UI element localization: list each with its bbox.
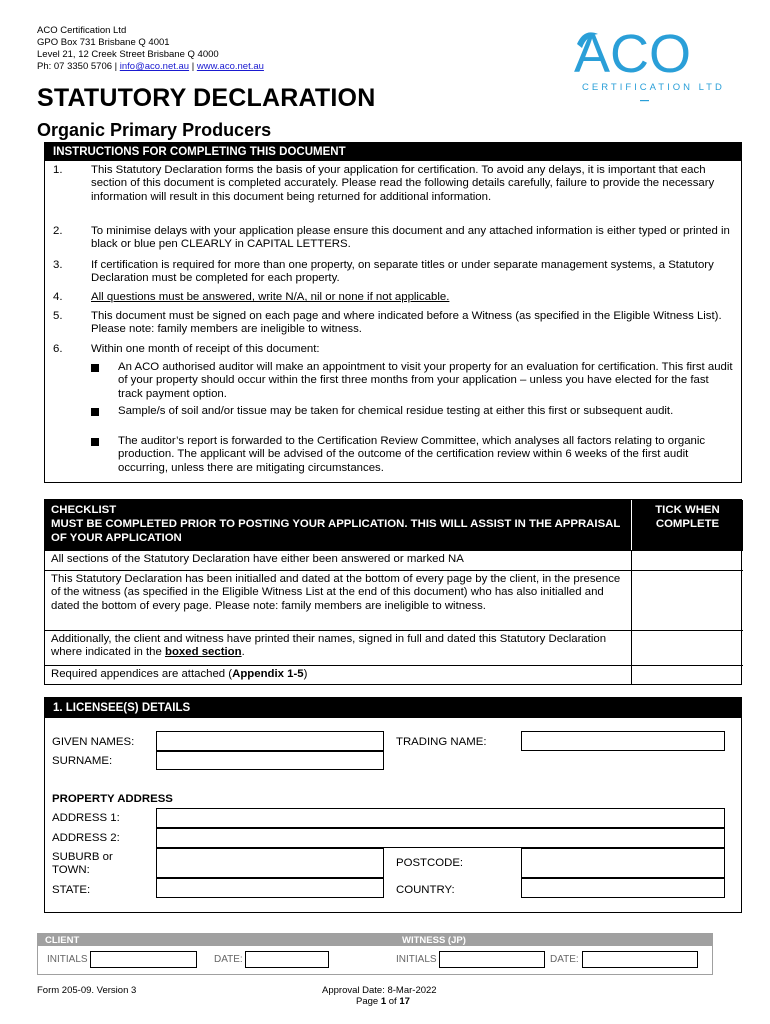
tick-box[interactable]	[631, 570, 743, 630]
suburb-label: SUBURB or TOWN:	[52, 851, 113, 876]
instructions-header: INSTRUCTIONS FOR COMPLETING THIS DOCUMENT	[45, 143, 741, 161]
checklist-row: Additionally, the client and witness have printed their names, signed in full and dated this Statutory Declaration where indicated in the boxed section.	[45, 630, 631, 665]
org-contact	[37, 61, 264, 73]
suburb-input[interactable]	[156, 848, 384, 878]
checklist-row: This Statutory Declaration has been initialled and dated at the bottom of every page by the client, in the presence of the witness (as specified in the Eligible Witness List at the end of this document) who has also initialled and dated the bottom of every page. Please note: family members are ineligible to witness.	[45, 570, 631, 630]
country-input[interactable]	[521, 878, 725, 898]
website-link[interactable]: www.aco.net.au	[196, 61, 264, 72]
checklist-title: CHECKLIST	[51, 504, 117, 516]
org-phone: Ph: 07 3350 5706 |	[37, 61, 120, 72]
item-text: If certification is required for more than one property, on separate titles or under separate management systems, a Statutory Declaration must be completed for each property.	[91, 259, 714, 285]
page-title: STATUTORY DECLARATION	[37, 84, 376, 112]
tick-box[interactable]	[631, 665, 743, 685]
item-text: Within one month of receipt of this document:	[91, 343, 320, 355]
postcode-label: POSTCODE:	[396, 857, 464, 869]
sub-item-text: The auditor’s report is forwarded to the Certification Review Committee, which analyses all factors relating to organic production. The applicant will be advised of the outcome of the certification review within 6 weeks of the first audit occurring, unless there are mitigating circumstances.	[118, 435, 706, 474]
state-input[interactable]	[156, 878, 384, 898]
tick-header: TICK WHEN COMPLETE	[631, 500, 743, 550]
country-label: COUNTRY:	[396, 884, 455, 896]
witness-label: WITNESS (JP)	[402, 935, 466, 946]
org-postal: GPO Box 731 Brisbane Q 4001	[37, 37, 170, 48]
trading-name-input[interactable]	[521, 731, 725, 751]
approval-date: Approval Date: 8-Mar-2022	[322, 985, 437, 996]
address1-input[interactable]	[156, 808, 725, 828]
address1-label: ADDRESS 1:	[52, 812, 120, 824]
client-label: CLIENT	[45, 935, 80, 946]
sub-item-text: Sample/s of soil and/or tissue may be taken for chemical residue testing at either this first or subsequent audit.	[118, 405, 674, 417]
item-number: 3.	[53, 259, 63, 271]
address2-label: ADDRESS 2:	[52, 832, 120, 844]
signoff-box	[37, 933, 713, 975]
witness-date-input[interactable]	[582, 951, 698, 968]
address2-input[interactable]	[156, 828, 725, 848]
checklist-section	[44, 499, 742, 685]
signoff-bar	[38, 934, 712, 946]
logo-subtext: CERTIFICATION LTD.	[582, 82, 724, 93]
witness-initials-label: INITIALS	[396, 954, 437, 965]
checklist-header	[45, 500, 631, 550]
email-link[interactable]: info@aco.net.au	[119, 61, 190, 72]
separator: |	[189, 61, 197, 72]
item-text: This document must be signed on each page and where indicated before a Witness (as specified in the Eligible Witness List). Please note: family members are ineligible to witness.	[91, 310, 722, 336]
client-initials-label: INITIALS	[47, 954, 88, 965]
org-street: Level 21, 12 Creek Street Brisbane Q 4000	[37, 49, 219, 60]
page-number: Page 1 of 17	[356, 996, 410, 1007]
square-bullet-icon	[91, 438, 99, 446]
checklist-row: Required appendices are attached (Appendix 1-5)	[45, 665, 631, 685]
state-label: STATE:	[52, 884, 91, 896]
square-bullet-icon	[91, 364, 99, 372]
boxed-section-link: boxed section	[164, 646, 242, 659]
item-number: 4.	[53, 291, 63, 303]
property-address-heading: PROPERTY ADDRESS	[52, 793, 173, 805]
surname-input[interactable]	[156, 751, 384, 770]
client-initials-input[interactable]	[90, 951, 197, 968]
client-date-label: DATE:	[214, 954, 243, 965]
item-number: 1.	[53, 164, 63, 176]
client-date-input[interactable]	[245, 951, 329, 968]
item-text: To minimise delays with your application please ensure this document and any attached information is either typed or printed in black or blue pen CLEARLY in CAPITAL LETTERS.	[91, 225, 730, 251]
item-text: This Statutory Declaration forms the basis of your application for certification. To avoid any delays, it is important that each section of this document is completed accurately. Please read the following details carefully, failure to provide the necessary information will result in this document being returned for additional information.	[91, 164, 715, 203]
licensee-header: 1. LICENSEE(S) DETAILS	[45, 698, 741, 718]
item-text: All questions must be answered, write N/A, nil or none if not applicable.	[91, 291, 450, 303]
tick-box[interactable]	[631, 550, 743, 570]
item-number: 5.	[53, 310, 63, 322]
item-number: 6.	[53, 343, 63, 355]
instructions-section	[44, 142, 742, 483]
tick-box[interactable]	[631, 630, 743, 665]
licensee-section	[44, 697, 742, 913]
checklist-instruction: MUST BE COMPLETED PRIOR TO POSTING YOUR APPLICATION. THIS WILL ASSIST IN THE APPRAISAL OF YOUR APPLICATION	[51, 518, 621, 544]
sub-item-text: An ACO authorised auditor will make an appointment to visit your property for an evaluation for certification. This first audit of your property should occur within the first three months from your application – unless you have elected for the fast track payment option.	[118, 361, 733, 400]
surname-label: SURNAME:	[52, 755, 113, 767]
org-name: ACO Certification Ltd	[37, 25, 127, 36]
page-subtitle: Organic Primary Producers	[37, 120, 272, 140]
witness-date-label: DATE:	[550, 954, 579, 965]
witness-initials-input[interactable]	[439, 951, 545, 968]
aco-logo	[574, 24, 724, 104]
postcode-input[interactable]	[521, 848, 725, 878]
given-names-label: GIVEN NAMES:	[52, 736, 135, 748]
item-number: 2.	[53, 225, 63, 237]
form-version: Form 205-09. Version 3	[37, 985, 137, 996]
square-bullet-icon	[91, 408, 99, 416]
trading-name-label: TRADING NAME:	[396, 736, 487, 748]
checklist-row: All sections of the Statutory Declaration have either been answered or marked NA	[45, 550, 631, 570]
logo-text: ACO	[574, 24, 692, 84]
appendix-ref: Appendix 1-5	[232, 668, 304, 680]
given-names-input[interactable]	[156, 731, 384, 751]
